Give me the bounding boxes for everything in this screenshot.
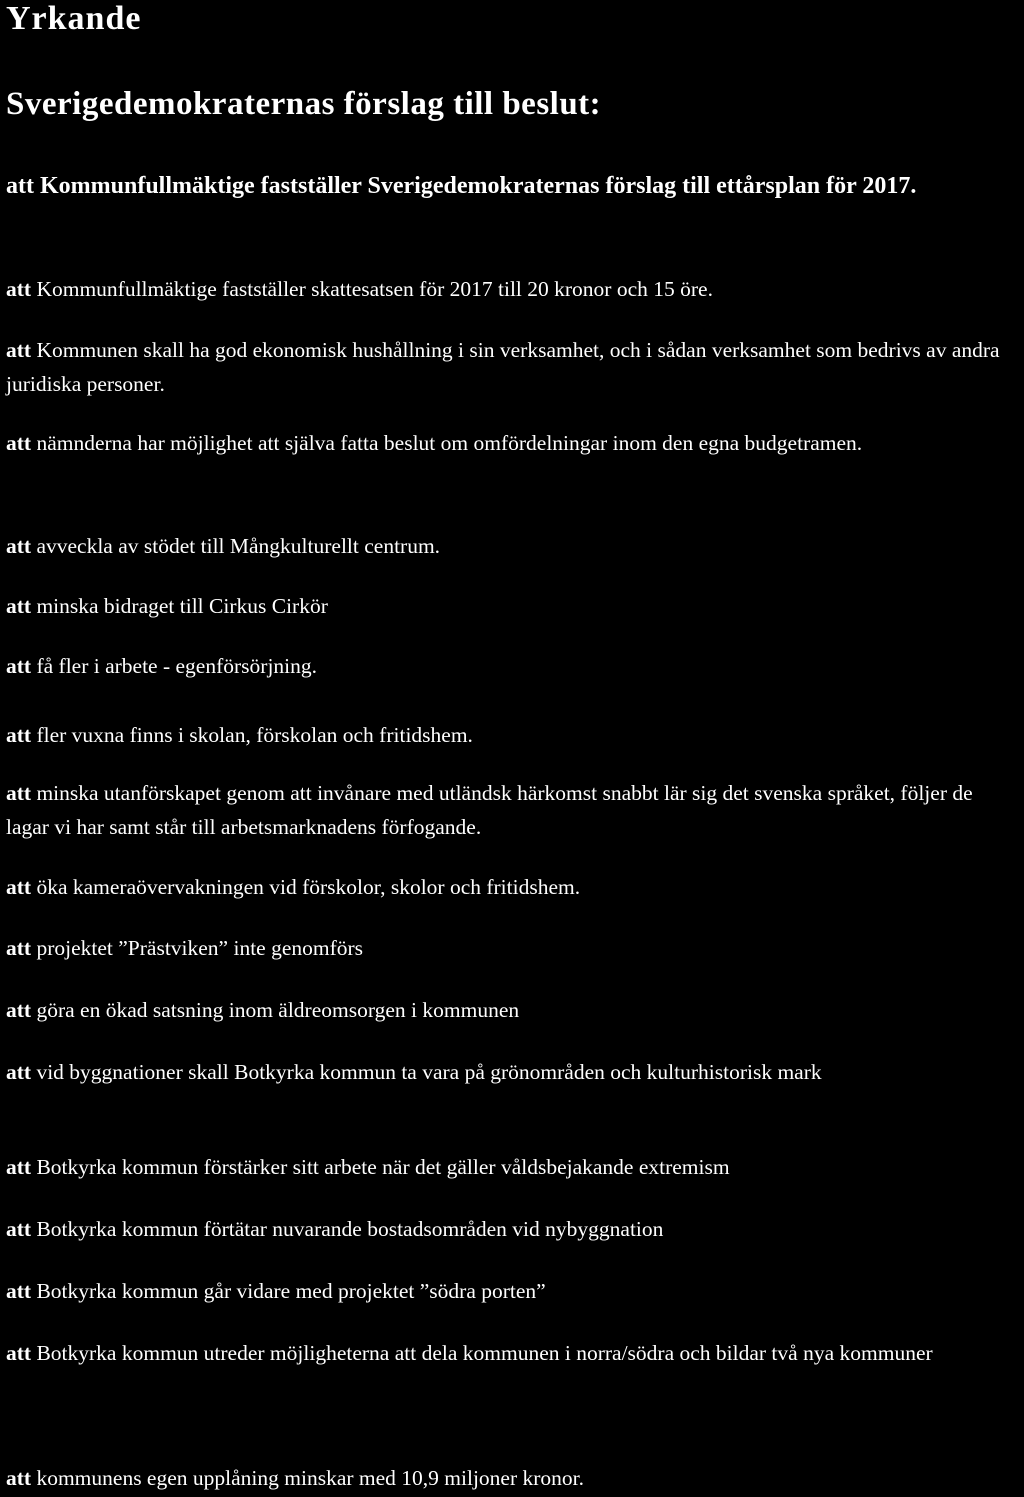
motion-item [6, 168, 1020, 204]
motion-item [6, 272, 1020, 306]
document-heading: Yrkande [6, 0, 142, 37]
att-prefix: att [6, 875, 32, 899]
motion-text: Botkyrka kommun utreder möjligheterna att dela kommunen i norra/södra och bildar två nya kommuner [36, 1341, 933, 1365]
motion-item [6, 333, 1020, 401]
motion-item [6, 589, 1020, 623]
att-prefix: att [6, 1341, 32, 1365]
att-prefix: att [6, 277, 32, 301]
motion-text: få fler i arbete - egenförsörjning. [36, 654, 318, 678]
proposal-heading: Sverigedemokraternas förslag till beslut: [6, 86, 602, 122]
att-prefix: att [6, 594, 32, 618]
att-prefix: att [6, 1217, 32, 1241]
motion-item [6, 649, 1020, 683]
motion-item [6, 1461, 1020, 1495]
motion-text: kommunens egen upplåning minskar med 10,9 miljoner kronor. [36, 1466, 585, 1490]
motion-item [6, 718, 1020, 752]
att-prefix: att [6, 338, 32, 362]
motion-item [6, 1150, 1020, 1184]
motion-text: göra en ökad satsning inom äldreomsorgen i kommunen [36, 998, 520, 1022]
att-prefix: att [6, 534, 32, 558]
att-prefix: att [6, 781, 32, 805]
motion-item [6, 870, 1020, 904]
att-prefix: att [6, 998, 32, 1022]
motion-text: projektet ”Prästviken” inte genomförs [36, 936, 364, 960]
motion-text: nämnderna har möjlighet att själva fatta beslut om omfördelningar inom den egna budgetramen. [36, 431, 863, 455]
att-prefix: att [6, 1466, 32, 1490]
motion-item [6, 529, 1020, 563]
motion-item [6, 1336, 1020, 1370]
att-prefix: att [6, 1155, 32, 1179]
motion-item [6, 1212, 1020, 1246]
motion-text: minska utanförskapet genom att invånare med utländsk härkomst snabbt lär sig det svenska språket, följer de lagar vi har samt står till arbetsmarknadens förfogande. [6, 781, 973, 839]
motion-item [6, 931, 1020, 965]
motion-text: minska bidraget till Cirkus Cirkör [36, 594, 328, 618]
att-prefix: att [6, 173, 34, 199]
motion-item [6, 993, 1020, 1027]
att-prefix: att [6, 1060, 32, 1084]
motion-text: fler vuxna finns i skolan, förskolan och fritidshem. [36, 723, 473, 747]
motion-text: Botkyrka kommun förstärker sitt arbete när det gäller våldsbejakande extremism [36, 1155, 730, 1179]
att-prefix: att [6, 723, 32, 747]
motion-text: Botkyrka kommun förtätar nuvarande bostadsområden vid nybyggnation [36, 1217, 664, 1241]
motion-item [6, 426, 1020, 460]
motion-text: avveckla av stödet till Mångkulturellt centrum. [36, 534, 441, 558]
motion-text: öka kameraövervakningen vid förskolor, skolor och fritidshem. [36, 875, 581, 899]
motion-item [6, 776, 1020, 844]
att-prefix: att [6, 431, 32, 455]
motion-text: vid byggnationer skall Botkyrka kommun ta vara på grönområden och kulturhistorisk mark [36, 1060, 822, 1084]
motion-text: Botkyrka kommun går vidare med projektet ”södra porten” [36, 1279, 546, 1303]
att-prefix: att [6, 654, 32, 678]
motion-text: Kommunfullmäktige fastställer Sverigedemokraternas förslag till ettårsplan för 2017. [39, 173, 917, 199]
att-prefix: att [6, 936, 32, 960]
motion-item [6, 1055, 1020, 1089]
motion-item [6, 1274, 1020, 1308]
att-prefix: att [6, 1279, 32, 1303]
motion-text: Kommunfullmäktige fastställer skattesatsen för 2017 till 20 kronor och 15 öre. [36, 277, 713, 301]
motion-text: Kommunen skall ha god ekonomisk hushållning i sin verksamhet, och i sådan verksamhet som bedrivs av andra juridiska personer. [6, 338, 1000, 396]
